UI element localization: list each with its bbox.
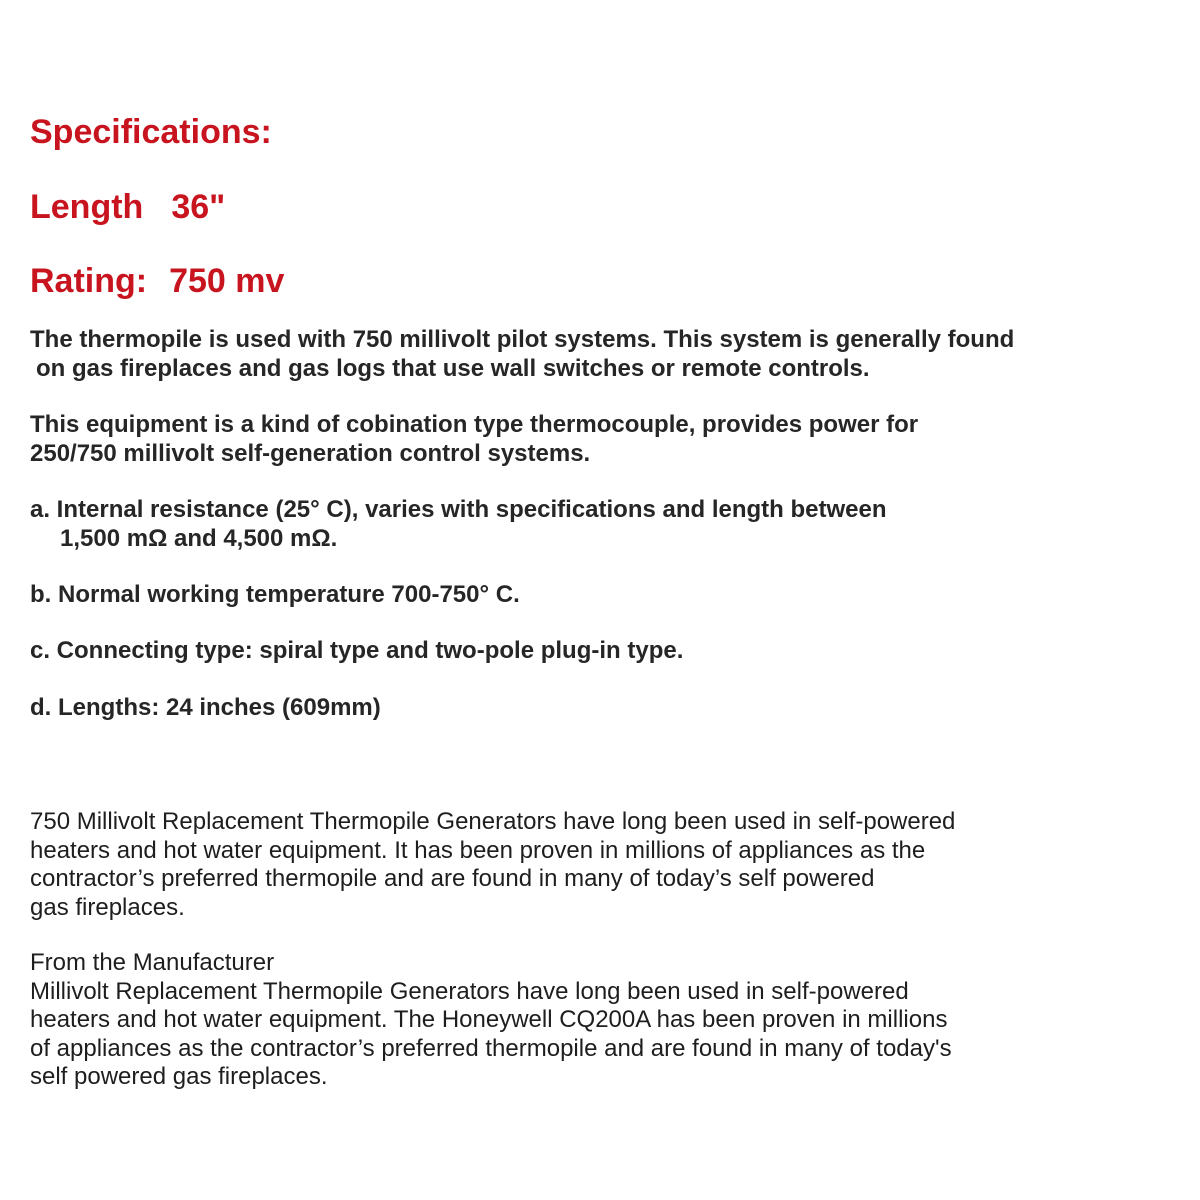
length-label: Length	[30, 188, 144, 226]
intro-line-1: The thermopile is used with 750 millivolt pilot systems. This system is generally found	[30, 326, 1015, 353]
rating-spec	[30, 261, 284, 301]
intro-paragraph	[30, 326, 1014, 383]
replacement-line-4: gas fireplaces.	[30, 893, 185, 921]
manufacturer-paragraph	[30, 949, 952, 1092]
manufacturer-heading: From the Manufacturer	[30, 949, 275, 976]
item-a-line-2: 1,500 mΩ and 4,500 mΩ.	[60, 524, 338, 552]
length-spec	[30, 187, 225, 227]
replacement-line-3: contractor’s preferred thermopile and are found in many of today’s self powered	[30, 865, 875, 892]
intro-line-2: on gas fireplaces and gas logs that use wall switches or remote controls.	[36, 354, 870, 382]
item-a-resistance	[30, 496, 887, 553]
manufacturer-line-1: Millivolt Replacement Thermopile Generators have long been used in self-powered	[30, 977, 909, 1005]
rating-value: 750 mv	[169, 262, 285, 300]
equipment-line-1: This equipment is a kind of cobination type thermocouple, provides power for	[30, 411, 919, 438]
item-b-temperature: b. Normal working temperature 700-750° C.	[30, 581, 520, 608]
length-value: 36"	[171, 188, 226, 226]
replacement-line-1: 750 Millivolt Replacement Thermopile Generators have long been used in self-powered	[30, 808, 956, 835]
manufacturer-line-3: of appliances as the contractor’s preferred thermopile and are found in many of today's	[30, 1034, 952, 1062]
specifications-title: Specifications:	[30, 113, 272, 151]
equipment-line-2: 250/750 millivolt self-generation control systems.	[30, 439, 591, 467]
equipment-paragraph	[30, 411, 918, 468]
manufacturer-line-2: heaters and hot water equipment. The Honeywell CQ200A has been proven in millions	[30, 1006, 948, 1033]
item-a-line-1: a. Internal resistance (25° C), varies with specifications and length between	[30, 496, 887, 523]
manufacturer-line-4: self powered gas fireplaces.	[30, 1063, 328, 1090]
replacement-line-2: heaters and hot water equipment. It has been proven in millions of appliances as the	[30, 836, 926, 864]
item-c-connecting-type: c. Connecting type: spiral type and two-pole plug-in type.	[30, 637, 684, 664]
item-d-lengths: d. Lengths: 24 inches (609mm)	[30, 694, 381, 721]
replacement-paragraph	[30, 808, 955, 922]
rating-label: Rating:	[30, 262, 148, 300]
